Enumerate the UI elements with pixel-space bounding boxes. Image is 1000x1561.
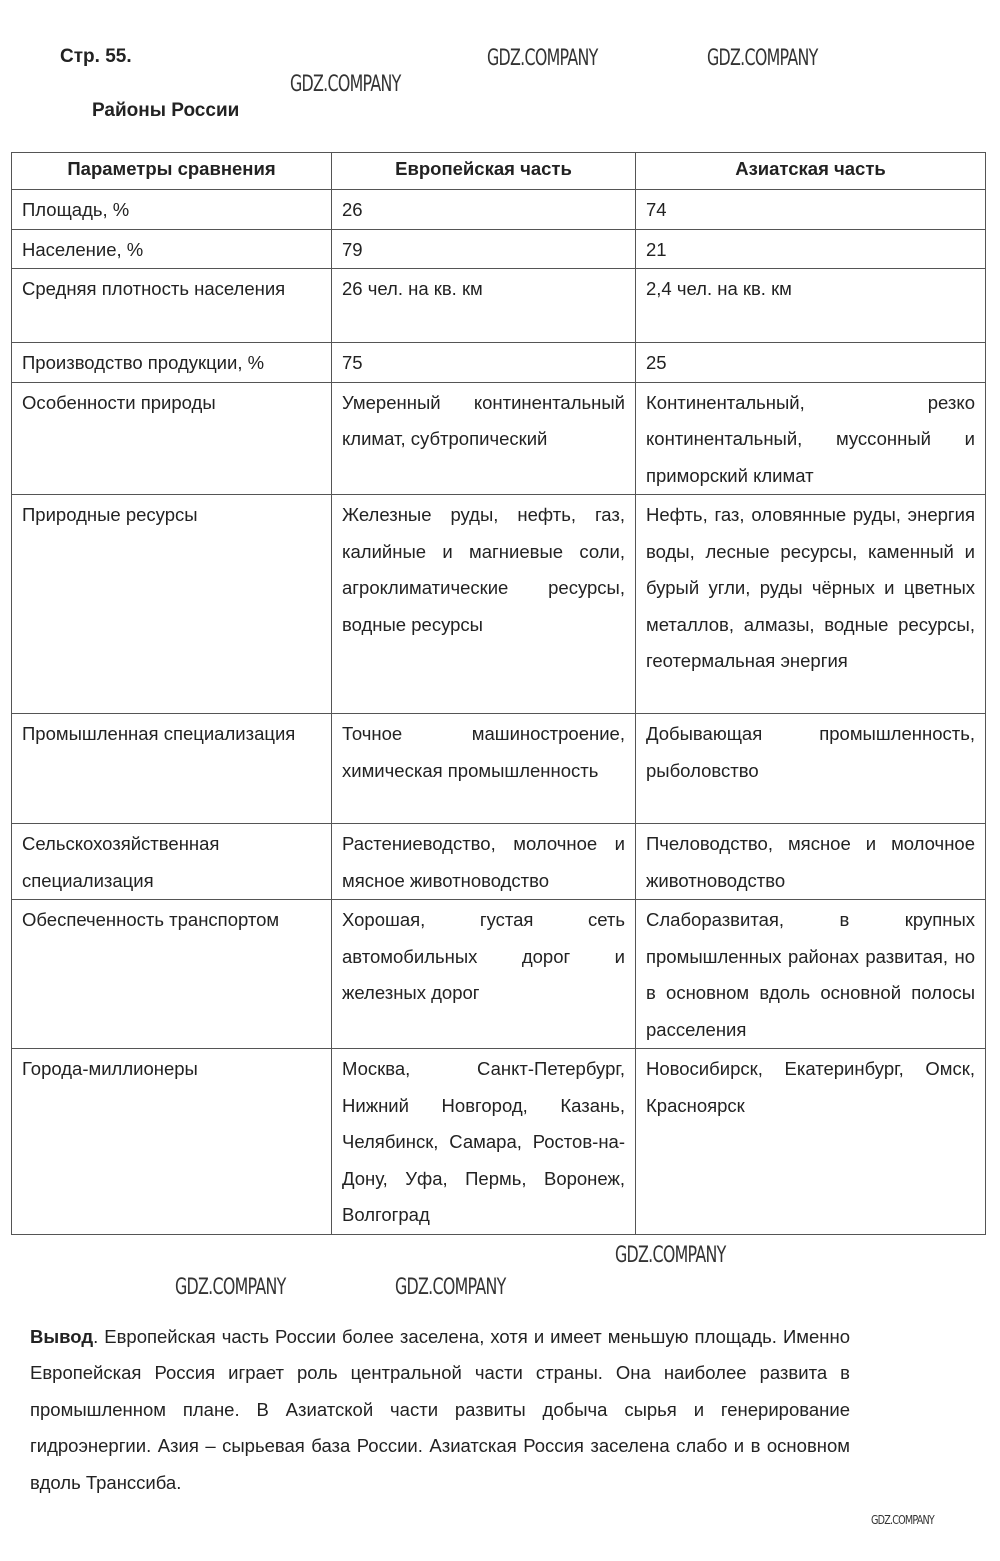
european-cell: Москва, Санкт-Петербург, Нижний Новгород, Казань, Челябинск, Самара, Ростов-на-Дону, Уфа, Пермь, Воронеж, Волгоград xyxy=(332,1049,636,1235)
conclusion xyxy=(30,1319,850,1502)
watermark: GDZ.COMPANY xyxy=(290,72,401,97)
comparison-table xyxy=(11,152,986,1235)
conclusion-text: . Европейская часть России более заселена, хотя и имеет меньшую площадь. Именно Европейская Россия играет роль центральной части страны. Она наиболее развита в промышленном плане. В Азиатской части развиты добыча сырья и генерирование гидроэнергии. Азия – сырьевая база России. Азиатская Россия заселена слабо и в основном вдоль Транссиба. xyxy=(30,1325,850,1493)
table-row xyxy=(12,229,986,269)
table-row xyxy=(12,714,986,824)
watermark: GDZ.COMPANY xyxy=(707,46,818,71)
european-cell: Точное машиностроение, химическая промышленность xyxy=(332,714,636,824)
watermark: GDZ.COMPANY xyxy=(395,1274,506,1300)
european-cell: 26 xyxy=(332,190,636,230)
asian-cell: Нефть, газ, оловянные руды, энергия воды, лесные ресурсы, каменный и бурый угли, руды чёрных и цветных металлов, алмазы, водные ресурсы, геотермальная энергия xyxy=(636,495,986,714)
table-row xyxy=(12,190,986,230)
parameter-cell: Промышленная специализация xyxy=(12,714,332,824)
watermark: GDZ.COMPANY xyxy=(175,1274,286,1300)
parameter-cell: Средняя плотность населения xyxy=(12,269,332,343)
table-row xyxy=(12,900,986,1049)
asian-cell: Континентальный, резко континентальный, муссонный и приморский климат xyxy=(636,382,986,495)
european-cell: Хорошая, густая сеть автомобильных дорог и железных дорог xyxy=(332,900,636,1049)
parameter-cell: Обеспеченность транспортом xyxy=(12,900,332,1049)
parameter-cell: Сельскохозяйственная специализация xyxy=(12,824,332,900)
table-row xyxy=(12,824,986,900)
asian-cell: 25 xyxy=(636,343,986,383)
parameter-cell: Природные ресурсы xyxy=(12,495,332,714)
european-cell: Умеренный континентальный климат, субтропический xyxy=(332,382,636,495)
header-asian: Азиатская часть xyxy=(636,153,986,190)
watermark: GDZ.COMPANY xyxy=(615,1242,726,1268)
european-cell: 26 чел. на кв. км xyxy=(332,269,636,343)
table-row xyxy=(12,495,986,714)
document-title: Районы России xyxy=(92,100,240,121)
european-cell: Железные руды, нефть, газ, калийные и магниевые соли, агроклиматические ресурсы, водные ресурсы xyxy=(332,495,636,714)
table-row xyxy=(12,269,986,343)
asian-cell: 21 xyxy=(636,229,986,269)
asian-cell: Добывающая промышленность, рыболовство xyxy=(636,714,986,824)
asian-cell: Пчеловодство, мясное и молочное животноводство xyxy=(636,824,986,900)
parameter-cell: Города-миллионеры xyxy=(12,1049,332,1235)
conclusion-label: Вывод xyxy=(30,1325,94,1347)
table-header-row xyxy=(12,153,986,190)
european-cell: 79 xyxy=(332,229,636,269)
european-cell: Растениеводство, молочное и мясное животноводство xyxy=(332,824,636,900)
asian-cell: Слаборазвитая, в крупных промышленных районах развитая, но в основном вдоль основной полосы расселения xyxy=(636,900,986,1049)
table-row xyxy=(12,382,986,495)
table-row xyxy=(12,343,986,383)
watermark: GDZ.COMPANY xyxy=(871,1513,934,1527)
asian-cell: Новосибирск, Екатеринбург, Омск, Красноярск xyxy=(636,1049,986,1235)
parameter-cell: Население, % xyxy=(12,229,332,269)
table-row xyxy=(12,1049,986,1235)
watermark-row xyxy=(0,1235,1000,1319)
asian-cell: 2,4 чел. на кв. км xyxy=(636,269,986,343)
header-european: Европейская часть xyxy=(332,153,636,190)
watermark: GDZ.COMPANY xyxy=(487,46,598,71)
european-cell: 75 xyxy=(332,343,636,383)
parameter-cell: Площадь, % xyxy=(12,190,332,230)
watermark-row xyxy=(0,1501,1000,1541)
page-number: Стр. 55. xyxy=(60,46,132,67)
parameter-cell: Особенности природы xyxy=(12,382,332,495)
parameter-cell: Производство продукции, % xyxy=(12,343,332,383)
header-parameters: Параметры сравнения xyxy=(12,153,332,190)
asian-cell: 74 xyxy=(636,190,986,230)
